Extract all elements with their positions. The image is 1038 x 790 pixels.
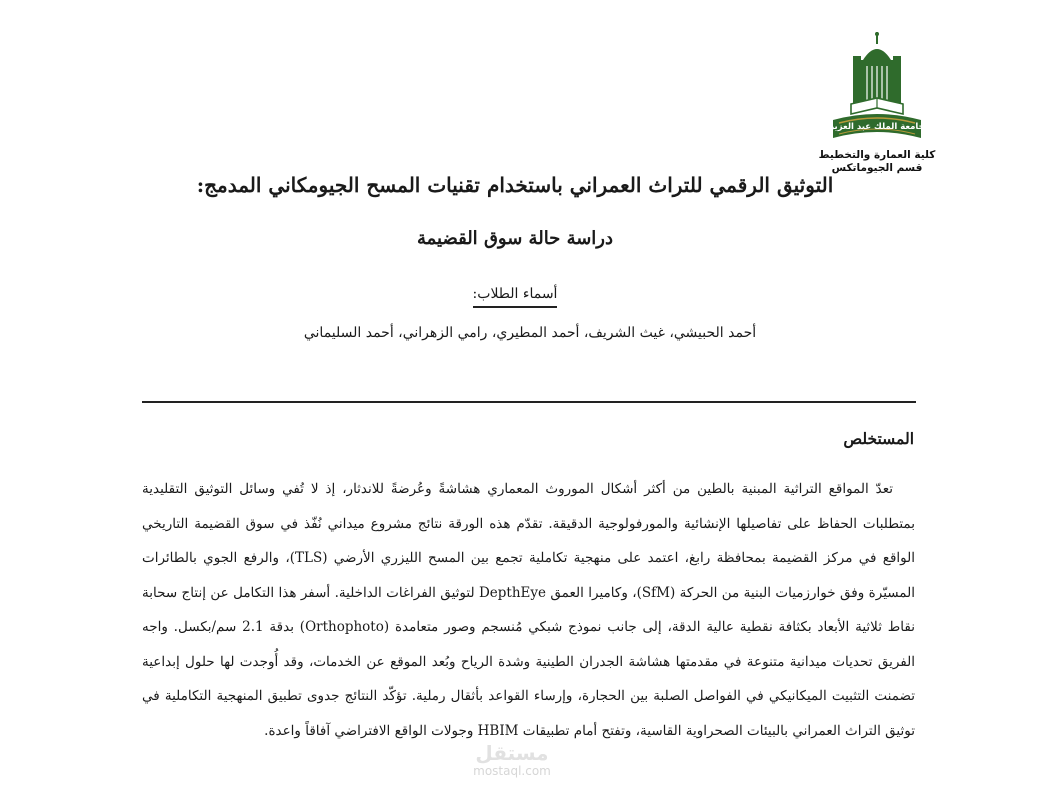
faculty-name: كلية العمارة والتخطيط bbox=[818, 149, 936, 161]
seal-text: جامعة الملك عبد العزيز bbox=[829, 122, 925, 132]
paper-title: التوثيق الرقمي للتراث العمراني باستخدام تقنيات المسح الجيومكاني المدمج: bbox=[196, 173, 834, 197]
students-names: أحمد الحبيشي، غيث الشريف، أحمد المطيري، رامي الزهراني، أحمد السليماني bbox=[303, 325, 757, 341]
university-seal-icon bbox=[829, 30, 925, 148]
abstract-heading: المستخلص bbox=[843, 429, 914, 448]
department-name: قسم الجيوماتكس bbox=[831, 162, 923, 174]
paper-subtitle: دراسة حالة سوق القضيمة bbox=[416, 228, 614, 249]
students-label bbox=[430, 284, 600, 308]
university-logo bbox=[818, 30, 936, 178]
section-divider bbox=[142, 401, 916, 403]
students-label-text: أسماء الطلاب: bbox=[473, 284, 558, 308]
watermark bbox=[452, 742, 572, 782]
watermark-logo-text: مستقل bbox=[475, 741, 549, 765]
watermark-url: mostaql.com bbox=[473, 764, 551, 778]
abstract-body: تعدّ المواقع التراثية المبنية بالطين من أكثر أشكال الموروث المعماري هشاشةً وعُرضةً للاندثار، إذ لا تُفي وسائل التوثيق التقليدية بمتطلبات الحفاظ على تفاصيلها الإنشائية والمورفولوجية الدقيقة. تقدّم هذه الورقة نتائج مشروع ميداني نُفّذ في سوق القضيمة التاريخي الواقع في مركز القضيمة بمحافظة رابغ، اعتمد على منهجية تكاملية تجمع بين المسح الليزري الأرضي (TLS)، والرفع الجوي بالطائرات المسيّرة وفق خوارزميات البنية من الحركة (SfM)، وكاميرا العمق DepthEye لتوثيق الفراغات الداخلية. أسفر هذا التكامل عن إنتاج سحابة نقاط ثلاثية الأبعاد بكثافة نقطية عالية الدقة، إلى جانب نموذج شبكي مُنسجم وصور متعامدة (Orthophoto) بدقة 2.1 سم/بكسل. واجه الفريق تحديات ميدانية متنوعة في مقدمتها هشاشة الجدران الطينية وشدة الرياح وبُعد الموقع عن الخدمات، وقد أُوجدت لها حلول إبداعية تضمنت التثبيت الميكانيكي في الفواصل الصلبة بين الحجارة، وإرساء القواعد بأثقال رملية. تؤكّد النتائج جدوى تطبيق المنهجية التكاملية في توثيق التراث العمراني بالبيئات الصحراوية القاسية، وتفتح أمام تطبيقات HBIM وجولات الواقع الافتراضي آفاقاً واعدة. bbox=[142, 481, 915, 739]
